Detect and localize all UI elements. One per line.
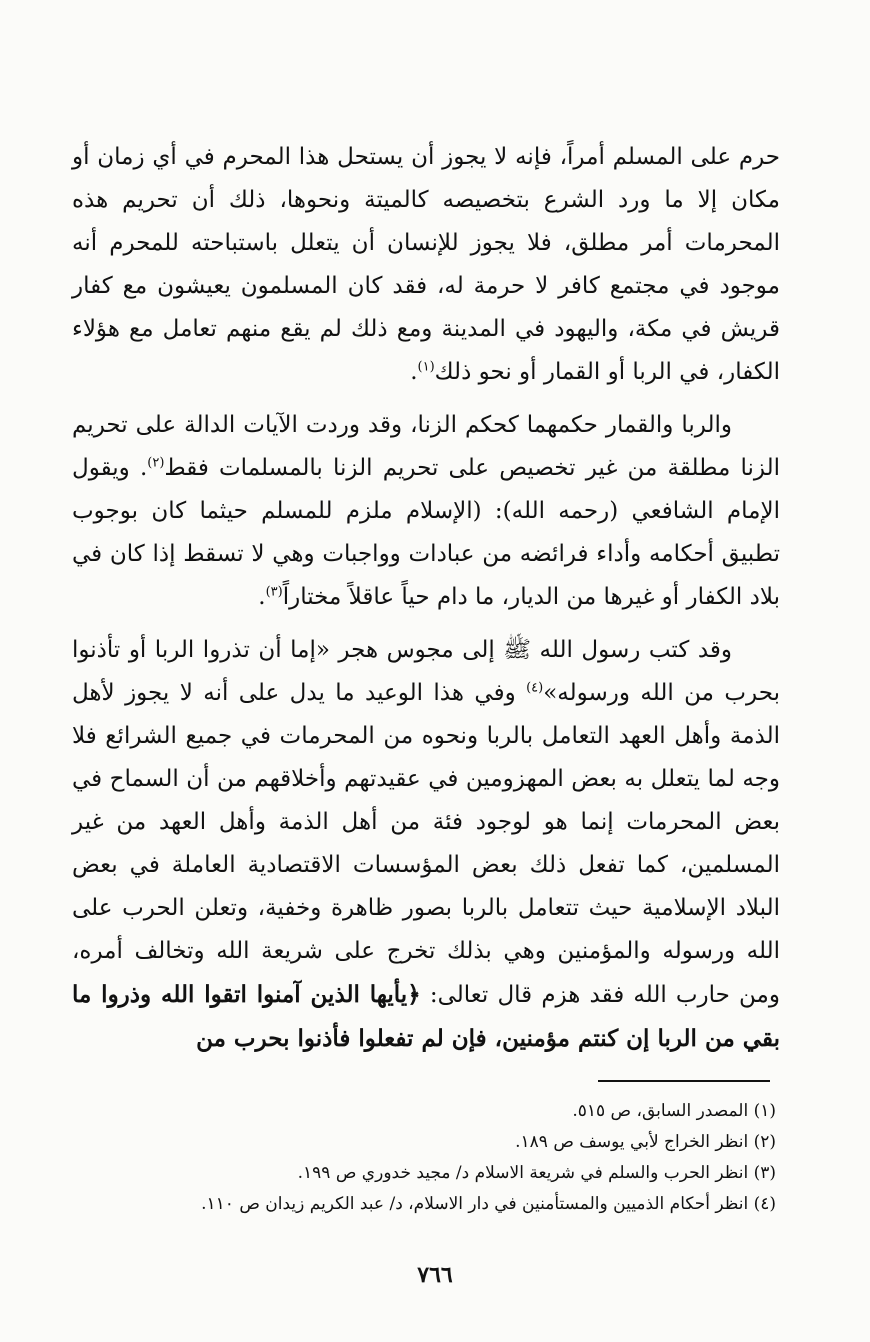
paragraph-1-end: . [410,359,418,385]
paragraph-2-text: والربا والقمار حكمهما كحكم الزنا، وقد وردت الآيات الدالة على تحريم الزنا مطلقة من غير تخصيص على تحريم الزنا بالمسلمات فقط [72,412,781,481]
paragraph-4-text-continued: وفي هذا الوعيد ما يدل على أنه لا يجوز لأهل الذمة وأهل العهد التعامل بالربا ونحوه من المحرمات في جميع الشرائع فلا وجه لما يتعلل به بعض المهزومين في عقيدتهم وأخلاقهم من أن السماح في بعض المحرمات إنما هو لوجود فئة من أهل الذمة وأهل العهد من غير المسلمين، كما تفعل ذلك بعض المؤسسات الاقتصادية العاملة في بعض البلاد الإسلامية حيث تتعامل بالربا بصور ظاهرة وخفية، وتعلن الحرب على الله ورسوله والمؤمنين وهي بذلك تخرج على شريعة الله وتخالف أمره، ومن حارب الله فقد هزم قال تعالى: [72,680,780,1008]
footnote-divider [598,1080,770,1082]
paragraph-2 [72,404,780,619]
footnote-ref-1: (١) [417,359,435,375]
footnote-ref-2: (٢) [147,455,165,471]
paragraph-4 [72,629,780,1061]
footnote-4: (٤) انظر أحكام الذميين والمستأمنين في دار الاسلام، د/ عبد الكريم زيدان ص ١١٠. [201,1194,776,1214]
paragraph-2-end: . [139,455,148,481]
footnote-ref-3: (٣) [265,584,283,600]
quran-verse: ﴿يأيها الذين آمنوا اتقوا الله وذروا ما بقي من الربا إن كنتم مؤمنين، فإن لم تفعلوا فأذنوا بحرب من [72,981,780,1052]
footnote-ref-4: (٤) [526,680,544,696]
paragraph-3-end: . [258,584,266,610]
paragraph-1 [72,136,780,394]
main-text [72,136,780,1071]
page-number: ٧٦٦ [417,1262,453,1288]
footnote-3: (٣) انظر الحرب والسلم في شريعة الاسلام د/ مجيد خدوري ص ١٩٩. [297,1163,776,1183]
paragraph-4-text: وقد كتب رسول الله ﷺ إلى مجوس هجر «إما أن تذروا الربا أو تأذنوا بحرب من الله ورسوله» [72,637,780,706]
footnotes [72,1096,776,1220]
footnote-2: (٢) انظر الخراج لأبي يوسف ص ١٨٩. [515,1132,776,1152]
paragraph-3-text: ويقول الإمام الشافعي (رحمه الله): (الإسلام ملزم للمسلم حيثما كان بوجوب تطبيق أحكامه وأداء فرائضه من عبادات وواجبات وهي لا تسقط إذا كان في بلاد الكفار أو غيرها من الديار، ما دام حياً عاقلاً مختاراً [72,455,780,610]
footnote-1: (١) المصدر السابق، ص ٥١٥. [572,1101,776,1121]
paragraph-1-text: حرم على المسلم أمراً، فإنه لا يجوز أن يستحل هذا المحرم في أي زمان أو مكان إلا ما ورد الشرع بتخصيصه كالميتة ونحوها، ذلك أن تحريم هذه المحرمات أمر مطلق، فلا يجوز للإنسان أن يتعلل باستباحته للمحرم أنه موجود في مجتمع كافر لا حرمة له، فقد كان المسلمون يعيشون مع كفار قريش في مكة، واليهود في المدينة ومع ذلك لم يقع منهم تعامل مع هؤلاء الكفار، في الربا أو القمار أو نحو ذلك [72,144,780,385]
